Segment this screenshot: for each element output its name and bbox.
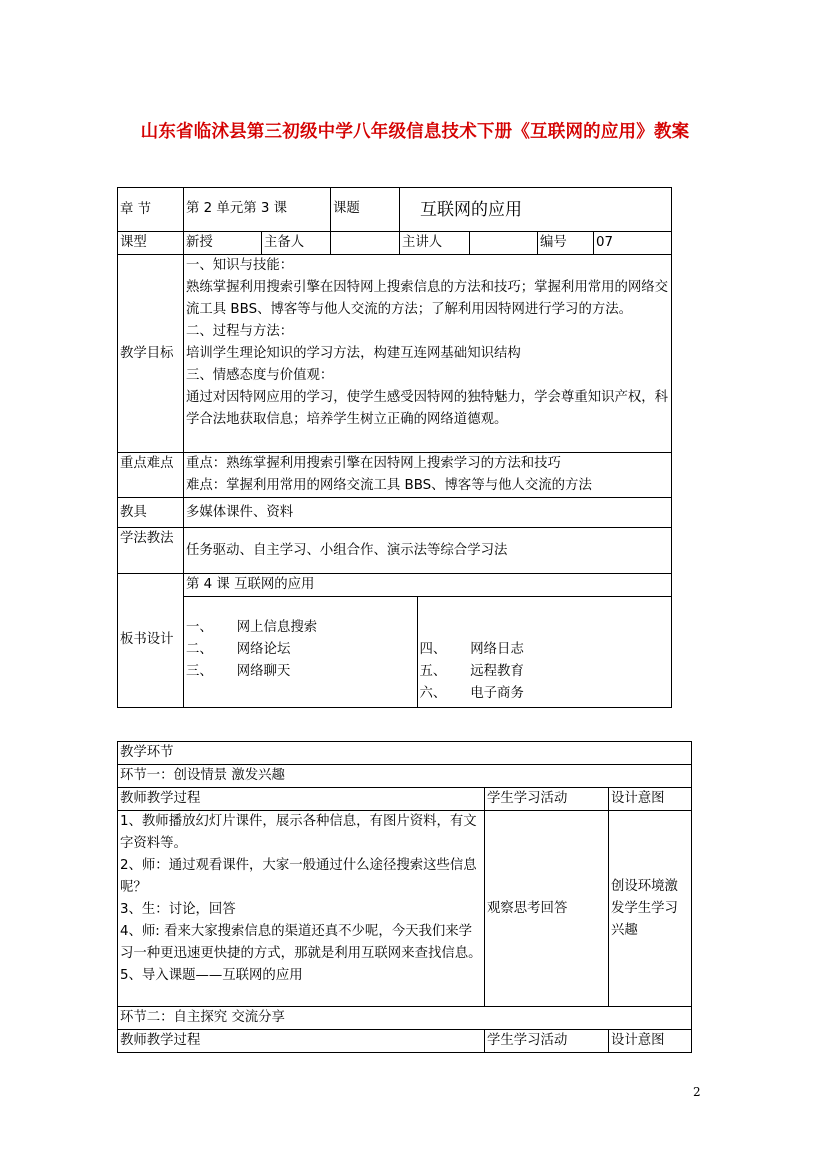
col-student-header: 学生学习活动 [485,788,609,811]
prep-value [331,232,400,255]
goals-label: 教学目标 [118,255,184,453]
goal-heading-knowledge: 一、知识与技能： [186,258,294,273]
keypoint-main: 重点：熟练掌握利用搜索引擎在因特网上搜索学习的方法和技巧 [186,456,561,471]
board-title: 第 4 课 互联网的应用 [184,574,671,597]
step-4: 4、师: 看来大家搜索信息的渠道还真不少呢，今天我们来学习一种更迅速更快捷的方式，那就是利用互联网来查找信息。 [120,924,482,961]
board-item-1: 一、 网上信息搜索 [186,620,318,635]
speaker-label: 主讲人 [400,232,470,255]
board-item-4: 四、 网络日志 [419,642,524,657]
number-value: 07 [594,232,672,255]
keypoint-difficult: 难点：掌握利用常用的网络交流工具 BBS、博客等与他人交流的方法 [186,478,592,493]
board-right-list [417,597,671,707]
goal-process-text: 培训学生理论知识的学习方法，构建互连网基础知识结构 [186,346,521,361]
prep-label: 主备人 [262,232,331,255]
type-label: 课型 [118,232,184,255]
process-header: 教学环节 [118,742,692,765]
speaker-value [470,232,538,255]
goals-content [184,255,672,453]
topic-value: 互联网的应用 [400,188,672,232]
board-left-list [184,597,417,707]
goal-knowledge-text: 熟练掌握利用搜索引擎在因特网上搜索信息的方法和技巧；掌握利用常用的网络交流工具 BBS、博客等与他人交流的方法；了解利用因特网进行学习的方法。 [186,280,669,317]
topic-label: 课题 [331,188,400,232]
step-3: 3、生：讨论，回答 [120,902,236,917]
board-item-3: 三、 网络聊天 [186,664,291,679]
methods-label: 学法教法 [118,528,184,574]
stage2-title: 环节二：自主探究 交流分享 [118,1007,692,1030]
number-label: 编号 [538,232,594,255]
step-2: 2、师：通过观看课件，大家一般通过什么途径搜索这些信息呢？ [120,858,477,895]
board-item-5: 五、 远程教育 [419,664,524,679]
board-label: 板书设计 [118,574,184,708]
keypoints-content [184,453,672,498]
chapter-value: 第 2 单元第 3 课 [184,188,331,232]
tools-label: 教具 [118,498,184,528]
tools-value: 多媒体课件、资料 [184,498,672,528]
col-student-header-2: 学生学习活动 [485,1030,609,1053]
col-teacher-header-2: 教师教学过程 [118,1030,485,1053]
page-number: 2 [693,1085,701,1099]
col-design-header-2: 设计意图 [609,1030,692,1053]
stage1-title: 环节一：创设情景 激发兴趣 [118,765,692,788]
goal-heading-process: 二、过程与方法： [186,324,294,339]
board-item-2: 二、 网络论坛 [186,642,291,657]
step-1: 1、教师播放幻灯片课件，展示各种信息，有图片资料，有文字资料等。 [120,814,477,851]
keypoints-label: 重点难点 [118,453,184,498]
goal-emotion-text: 通过对因特网应用的学习，使学生感受因特网的独特魅力，学会尊重知识产权，科学合法地获取信息；培养学生树立正确的网络道德观。 [186,390,669,427]
board-content [184,574,672,708]
teaching-process-table [117,741,692,1053]
chapter-label: 章 节 [118,188,184,232]
board-item-6: 六、 电子商务 [419,686,524,701]
methods-value: 任务驱动、自主学习、小组合作、演示法等综合学习法 [184,528,672,574]
col-teacher-header: 教师教学过程 [118,788,485,811]
stage1-teacher-steps [118,811,485,1007]
stage1-student-activity: 观察思考回答 [485,811,609,1007]
goal-heading-emotion: 三、情感态度与价值观： [186,368,334,383]
lesson-info-table [117,187,672,708]
type-value: 新授 [184,232,262,255]
stage1-design-intent: 创设环境激发学生学习兴趣 [609,811,692,1007]
board-inner-table [184,574,671,707]
step-5: 5、导入课题——互联网的应用 [120,968,303,983]
document-title: 山东省临沭县第三初级中学八年级信息技术下册《互联网的应用》教案 [140,122,690,142]
col-design-header: 设计意图 [609,788,692,811]
